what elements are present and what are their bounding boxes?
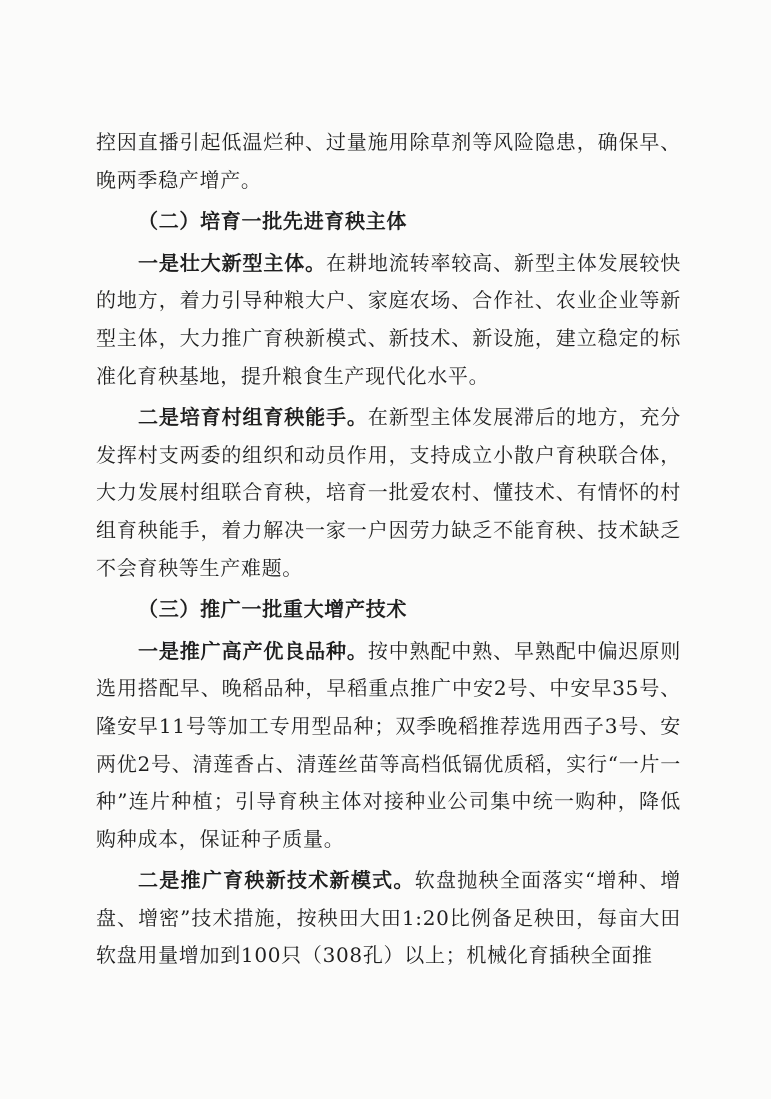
paragraph-text: 在新型主体发展滞后的地方，充分发挥村支两委的组织和动员作用，支持成立小散户育秧联合体，大力发展村组联合育秧，培育一批爱农村、懂技术、有情怀的村组育秧能手，着力解决一家一户因劳力缺乏不能育秧、技术缺乏不会育秧等生产难题。 [96, 405, 681, 580]
paragraph-text: 软盘抛秧全面落实“增种、增盘、增密”技术措施，按秧田大田1:20比例备足秧田，每亩大田软盘用量增加到100只（308孔）以上；机械化育插秧全面推 [96, 868, 682, 968]
section-heading-3: （三）推广一批重大增产技术 [138, 597, 408, 622]
paragraph-strengthen-new-entities [96, 245, 681, 395]
paragraph-continuation: 控因直播引起低温烂种、过量施用除草剂等风险隐患，确保早、晚两季稳产增产。 [96, 130, 681, 192]
paragraph-lead: 二是培育村组育秧能手。 [138, 405, 368, 430]
paragraph-lead: 一是壮大新型主体。 [138, 250, 327, 275]
paragraph-text: 在耕地流转率较高、新型主体发展较快的地方，着力引导种粮大户、家庭农场、合作社、农业企业等新型主体，大力推广育秧新模式、新技术、新设施，建立稳定的标准化育秧基地，提升粮食生产现代化水平。 [96, 250, 681, 388]
paragraph-lead: 二是推广育秧新技术新模式。 [138, 868, 415, 893]
paragraph-village-seedling-experts [96, 399, 681, 587]
paragraph-text: 按中熟配中熟、早熟配中偏迟原则选用搭配早、晚稻品种，早稻重点推广中安2号、中安早35号、隆安早11号等加工专用型品种；双季晚稻推荐选用西子3号、安两优2号、清莲香占、清莲丝苗等高档低镉优质稻，实行“一片一种”连片种植；引导育秧主体对接种业公司集中统一购种，降低购种成本，保证种子质量。 [96, 638, 681, 851]
document-body [96, 124, 681, 975]
paragraph-lead: 一是推广高产优良品种。 [138, 638, 368, 663]
paragraph-new-seedling-techniques [96, 862, 681, 975]
paragraph-high-yield-varieties [96, 633, 681, 859]
section-heading-2: （二）培育一批先进育秧主体 [138, 209, 408, 234]
